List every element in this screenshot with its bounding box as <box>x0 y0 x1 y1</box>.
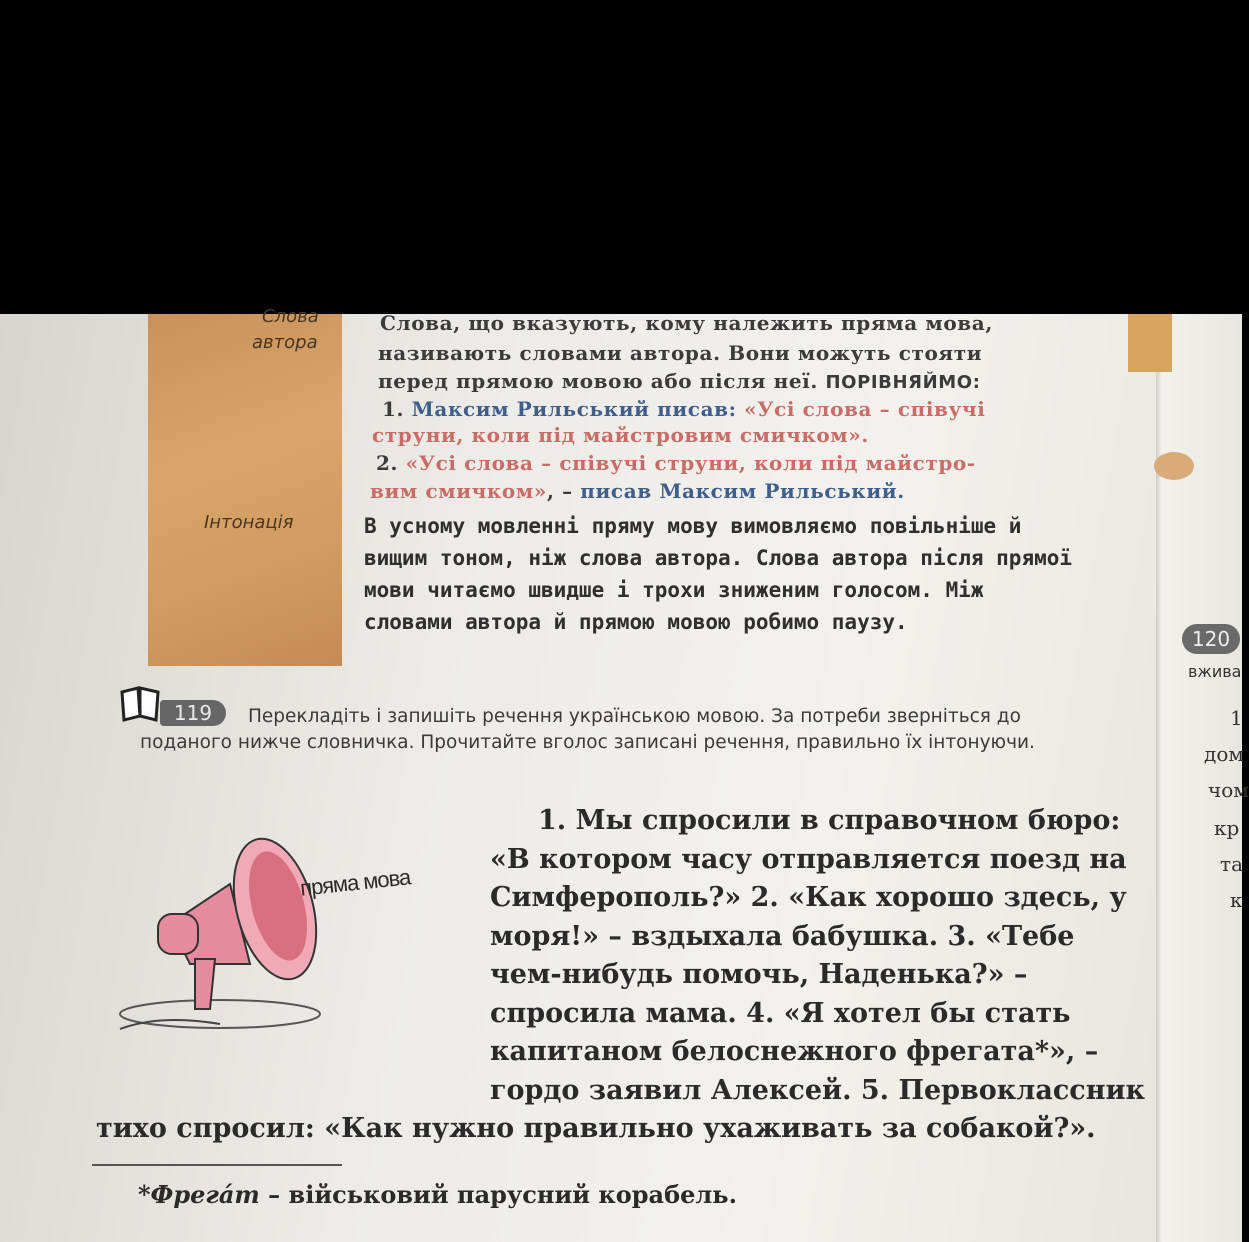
sidebar-label-intonation: Інтонація <box>204 512 294 533</box>
page-gutter <box>1156 314 1162 1242</box>
next-page-fragment: та <box>1220 852 1243 876</box>
illustration-label: пряма мова <box>298 864 412 901</box>
rule-example-1: 1. Максим Рильський писав: «Усі слова – співучі <box>382 397 986 421</box>
footnote: *Фрегáт – військовий парусний корабель. <box>138 1180 737 1209</box>
exercise-instruction: Перекладіть і запишіть речення українською мовою. За потреби зверніться до поданого нижче словничка. Прочитайте вголос записані речення, правильно їх інтонуючи. <box>140 706 1035 753</box>
next-page-fragment: кр <box>1214 816 1240 840</box>
sidebar-label-author-2: автора <box>252 332 318 353</box>
next-page-fragment: чом <box>1208 778 1249 802</box>
rule-sidebar <box>148 314 342 666</box>
rule-line-3: перед прямою мовою або після неї. ПОРІВНЯЙМО: <box>378 369 981 393</box>
next-exercise-badge: 120 <box>1182 624 1240 654</box>
next-page-decoration <box>1154 452 1194 480</box>
textbook-page <box>0 306 1242 1242</box>
exercise-text: 1. Мы спросили в справочном бюро: «В котором часу отправляется поезд на Симферополь?» 2. «Как хорошо здесь, у моря!» – вздыхала бабушка. 3. «Тебе чем-нибудь помочь, Наденька?» – спросила мама. 4. «Я хотел бы стать капитаном белоснежного фрегата*», – гордо заявил Алексей. 5. Первоклассник тихо спросил: «Как нужно правильно ухаживать за собакой?». <box>96 805 1145 1144</box>
sidebar-label-author-1: Слова <box>262 306 319 327</box>
exercise-number-badge: 119 <box>160 700 226 726</box>
rule-example-2: 2. «Усі слова – співучі струни, коли під майстро- <box>376 451 976 475</box>
rule-line-1: Слова, що вказують, кому належить пряма мова, <box>380 311 993 335</box>
next-page-fragment: дом <box>1204 742 1244 766</box>
intonation-rule-text: В усному мовленні пряму мову вимовляємо повільніше й вищим тоном, ніж слова автора. Слова автора після прямої мови читаємо швидше і трохи зниженим голосом. Між словами автора й прямою мовою робимо паузу. <box>364 514 1073 634</box>
rule-example-2-cont: вим смичком», – писав Максим Рильський. <box>370 479 905 503</box>
footnote-divider <box>92 1164 342 1166</box>
rule-example-1-cont: струни, коли під майстровим смичком». <box>372 423 869 447</box>
next-page-fragment: к <box>1230 888 1243 912</box>
next-page-fragment: вжива <box>1188 662 1242 681</box>
next-page-sidebar <box>1128 314 1172 372</box>
next-page-fragment: 1 <box>1230 706 1243 730</box>
rule-line-2: називають словами автора. Вони можуть стояти <box>378 341 983 365</box>
